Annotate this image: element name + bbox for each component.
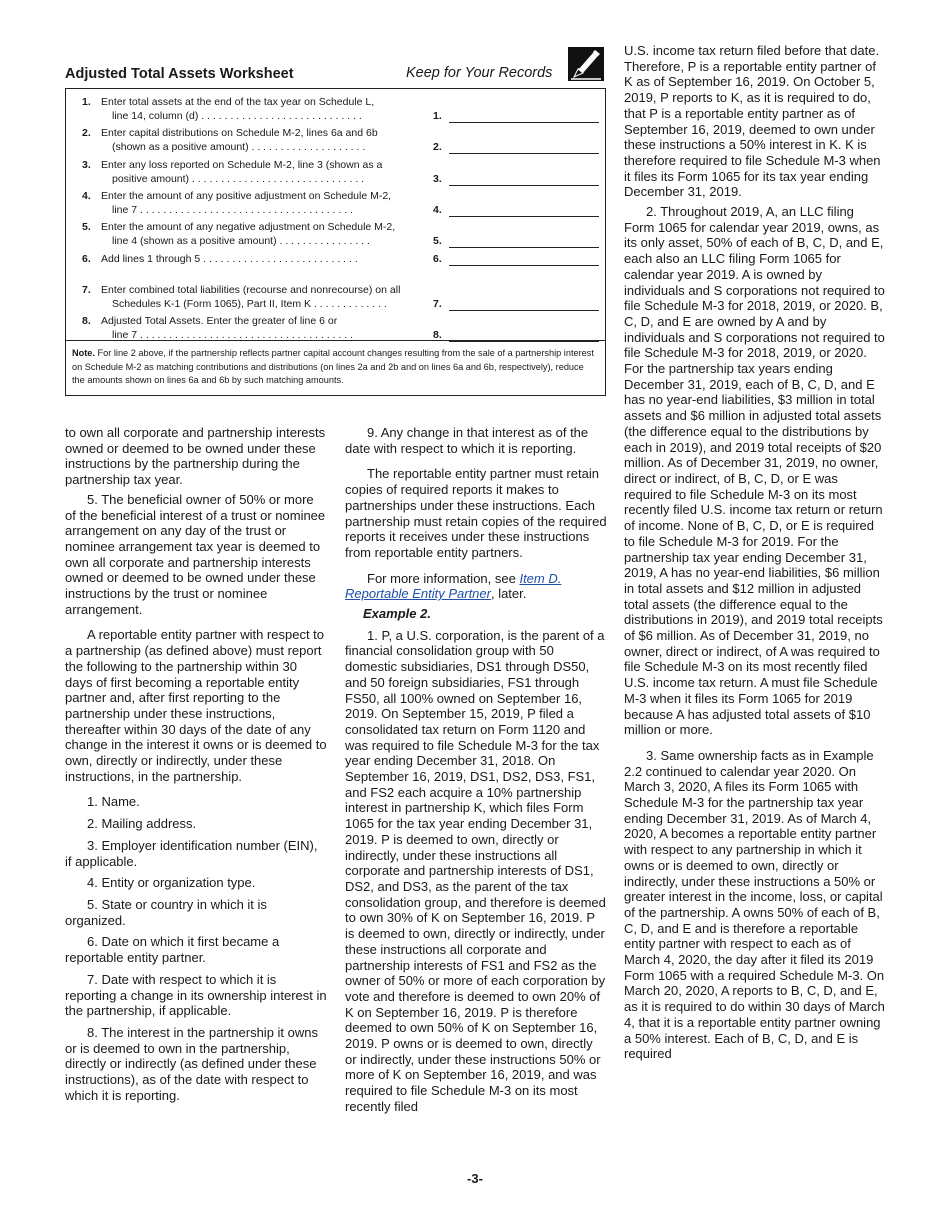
- line-label: 5.: [433, 235, 442, 248]
- worksheet-line: [66, 310, 605, 342]
- line-text: Adjusted Total Assets. Enter the greater of line 6 or: [101, 315, 338, 328]
- worksheet-box: [65, 88, 606, 396]
- column-left: [65, 425, 327, 1109]
- paragraph: 5. The beneficial owner of 50% or more of the beneficial interest of a trust or nominee arrangement on any day of the trust or nominee arrangement tax year is deemed to own all corporate and partnership interests owned or deemed to be owned under these instructions by the trust or nominee arrangement.: [65, 491, 326, 617]
- line-text-continued: line 4 (shown as a positive amount) . . . . . . . . . . . . . . . .: [112, 235, 370, 248]
- list-item: 7. Date with respect to which it is reporting a change in its ownership interest in the partnership, if applicable.: [65, 971, 327, 1019]
- later-text: , later.: [490, 586, 527, 602]
- list-item: 5. State or country in which it is organized.: [65, 896, 267, 928]
- paragraph: to own all corporate and partnership interests owned or deemed to be owned under these instructions by the partnership during the partnership tax year.: [65, 425, 326, 488]
- paragraph: A reportable entity partner with respect to a partnership (as defined above) must report the following to the partnership within 30 days of first becoming a reportable entity partner and, after first reporting to the partnership under these instructions, thereafter within 30 days of the date of any change in the interest it owns or is deemed to own, directly or indirectly, under these instructions, in the partnership.: [65, 627, 327, 784]
- worksheet-line: [66, 154, 605, 186]
- note-text: For line 2 above, if the partnership reflects partner capital account changes resulting from the sale of a partnership interest on Schedule M-2 as matching contributions and distributions (on lines 2a and 2b and on lines 6a and 6b, respectively), reduce the amounts shown on lines 6a and 6b by such matching amounts.: [72, 348, 594, 385]
- line-label: 7.: [433, 297, 442, 310]
- line-text: Enter capital distributions on Schedule M-2, lines 6a and 6b: [101, 127, 378, 140]
- paragraph: 3. Same ownership facts as in Example 2.2 continued to calendar year 2020. On March 3, 2020, A files its Form 1065 with Schedule M-3 for the partnership tax year ending December 31, 2019. As of March 4, 2020, A becomes a reportable entity partner with respect to any partnership in which it owns or is deemed to own, directly or indirectly, under these instructions a 50% or greater interest in the income, loss, or capital of the partnership. A owns 50% of each of B, C, D, and E and is therefore a reportable entity partner with respect to each as of March 4, 2020, the day after it filed its 2019 Form 1065 with a required Schedule M-3. On March 20, 2020, A reports to B, C, D, and E, as it is required to do within 30 days of March 4, that it is a reportable entity partner owning a 50% interest. Each of B, C, D, and E is required: [624, 747, 885, 1062]
- line-text-continued: Schedules K-1 (Form 1065), Part II, Item K . . . . . . . . . . . . .: [112, 297, 387, 310]
- worksheet-line: [66, 185, 605, 217]
- line-text: Enter the amount of any positive adjustment on Schedule M-2,: [101, 189, 392, 202]
- line-text: Enter combined total liabilities (recourse and nonrecourse) on all: [101, 283, 401, 296]
- worksheet-line: [66, 91, 605, 123]
- example-heading: Example 2.: [363, 606, 431, 622]
- worksheet-title: Adjusted Total Assets Worksheet: [65, 66, 294, 82]
- line-number: 1.: [82, 96, 91, 108]
- paragraph: 9. Any change in that interest as of the date with respect to which it is reporting.: [345, 425, 589, 456]
- line-entry-field[interactable]: [449, 265, 599, 266]
- reporting-items-list: [65, 794, 327, 1103]
- line-text-continued: positive amount) . . . . . . . . . . . . . . . . . . . . . . . . . . . . . .: [112, 172, 365, 185]
- line-number: 3.: [82, 158, 91, 171]
- list-item: 2. Mailing address.: [87, 816, 197, 832]
- see-text: For more information, see: [367, 570, 520, 586]
- line-text-continued: (shown as a positive amount) . . . . . . . . . . . . . . . . . . . .: [112, 141, 366, 154]
- worksheet-line: [66, 216, 605, 248]
- note-label: Note.: [72, 348, 95, 358]
- line-number: 8.: [82, 315, 91, 328]
- list-item: 3. Employer identification number (EIN), if applicable.: [65, 837, 318, 869]
- column-right: [624, 43, 886, 1066]
- line-text: Enter the amount of any negative adjustment on Schedule M-2,: [101, 221, 396, 234]
- keep-for-records-label: Keep for Your Records: [406, 65, 553, 81]
- list-item: 1. Name.: [87, 794, 140, 810]
- worksheet-line: [66, 122, 605, 154]
- line-number: 7.: [82, 283, 91, 296]
- line-text: Add lines 1 through 5 . . . . . . . . . . . . . . . . . . . . . . . . . . .: [101, 252, 358, 265]
- line-label: 2.: [433, 141, 442, 154]
- line-number: 4.: [82, 189, 91, 202]
- line-label: 8.: [433, 329, 442, 342]
- worksheet-line: [66, 248, 605, 280]
- worksheet-note: [66, 340, 605, 388]
- paragraph: The reportable entity partner must retain copies of required reports it makes to partnerships under these instructions. Each partnership must retain copies of the required reports it receives under these instructions from reportable entity partners.: [345, 466, 607, 560]
- line-text: Enter total assets at the end of the tax year on Schedule L,: [101, 96, 375, 108]
- paragraph: 2. Throughout 2019, A, an LLC filing Form 1065 for calendar year 2019, owns, as its only asset, 50% of each of B, C, D, and E, each also an LLC filing Form 1065 for calendar year 2019. A is owned by individuals and S corporations not required to file Schedule M-3 for 2018, 2019, or 2020. B, C, D, and E are owned by A and by individuals and S corporations not required to file Schedule M-3 for 2018, 2019, or 2020. For the partnership tax years ending December 31, 2019, each of B, C, D, and E has no year-end liabilities, $3 million in total assets and $6 million in adjusted total assets (the difference equal to the distributions by each in 2019), and 2019 total receipts of $20 million. As of December 31, 2019, no owner, direct or indirect, of B, C, D, or E was required to file Schedule M-3 on its most recently filed U.S. income tax return or return of income. None of B, C, D, or E is required to file Schedule M-3 for 2019. For the partnership tax year ending December 31, 2019, A has no year-end liabilities, $6 million in total assets and $12 million in adjusted total assets (the difference equal to the distributions in 2019), and 2019 total receipts of $6 million. As of December 31, 2019, no owner, direct or indirect, of A was required to file Schedule M-3 on its most recently filed U.S. income tax return. A must file Schedule M-3 when it files its Form 1065 for 2019 because A has adjusted total assets of $10 million or more.: [624, 204, 885, 738]
- line-label: 3.: [433, 172, 442, 185]
- column-middle: [345, 425, 607, 1119]
- line-number: 6.: [82, 252, 91, 265]
- paragraph: U.S. income tax return filed before that date. Therefore, P is a reportable entity partner of K as of September 16, 2019. On October 5, 2019, P reports to K, as it is required to do, that P is a reportable entity partner as of September 16, 2019, deemed to own under these instructions a 50% interest in K. K is therefore required to file Schedule M-3 when it files its Form 1065 for its tax year ending December 31, 2019.: [624, 43, 881, 200]
- worksheet-lines: [66, 89, 605, 342]
- list-item: 8. The interest in the partnership it owns or is deemed to own in the partnership, directly or indirectly (as defined under these instructions), as of the date with respect to which it is reporting.: [65, 1024, 318, 1103]
- line-text-continued: line 7 . . . . . . . . . . . . . . . . . . . . . . . . . . . . . . . . . . . . .: [112, 203, 353, 216]
- list-item: 6. Date on which it first became a reportable entity partner.: [65, 934, 280, 966]
- line-label: 1.: [433, 110, 442, 122]
- paragraph: [345, 571, 607, 602]
- line-label: 6.: [433, 252, 442, 265]
- line-number: 2.: [82, 127, 91, 140]
- line-number: 5.: [82, 221, 91, 234]
- line-text-continued: line 14, column (d) . . . . . . . . . . . . . . . . . . . . . . . . . . . .: [112, 110, 362, 122]
- item-d-link[interactable]: Item D. Reportable Entity Partner: [345, 570, 562, 602]
- list-item: 4. Entity or organization type.: [87, 875, 256, 891]
- line-label: 4.: [433, 203, 442, 216]
- paragraph: 1. P, a U.S. corporation, is the parent of a financial consolidation group with 50 domestic subsidiaries, DS1 through DS50, and 50 foreign subsidiaries, FS1 through FS50, all 100% owned on September 16, 2019. On September 15, 2019, P filed a consolidated tax return on Form 1120 and was required to file Schedule M-3 for the tax year ending December 31, 2018. On September 16, 2019, DS1, DS2, DS3, FS1, and FS2 each acquire a 10% partnership interest in partnership K, which files Form 1065 for the tax year ending December 31, 2019. P is deemed to own, directly or indirectly, under these instructions all corporate and partnership interests of DS1, DS2, and DS3, as the parent of the tax consolidation group, and therefore is deemed to own 30% of K on September 16, 2019. P is deemed to own, directly or indirectly, under these instructions all corporate and partnership interests of FS1 and FS2 as the owner of 50% or more of each corporation by vote and therefore is deemed to own 20% of K on September 16, 2019. P is therefore deemed to own 50% of K on September 16, 2019. P owns or is deemed to own, directly or indirectly, under these instructions 50% or more of K on September 16, 2019, and was required to file Schedule M-3 on its most recently filed: [345, 627, 606, 1114]
- line-text-continued: line 7 . . . . . . . . . . . . . . . . . . . . . . . . . . . . . . . . . . . . .: [112, 329, 353, 342]
- pencil-icon: [568, 47, 604, 81]
- page-number: -3-: [467, 1171, 483, 1186]
- line-text: Enter any loss reported on Schedule M-2, line 3 (shown as a: [101, 158, 383, 171]
- worksheet-line: [66, 279, 605, 311]
